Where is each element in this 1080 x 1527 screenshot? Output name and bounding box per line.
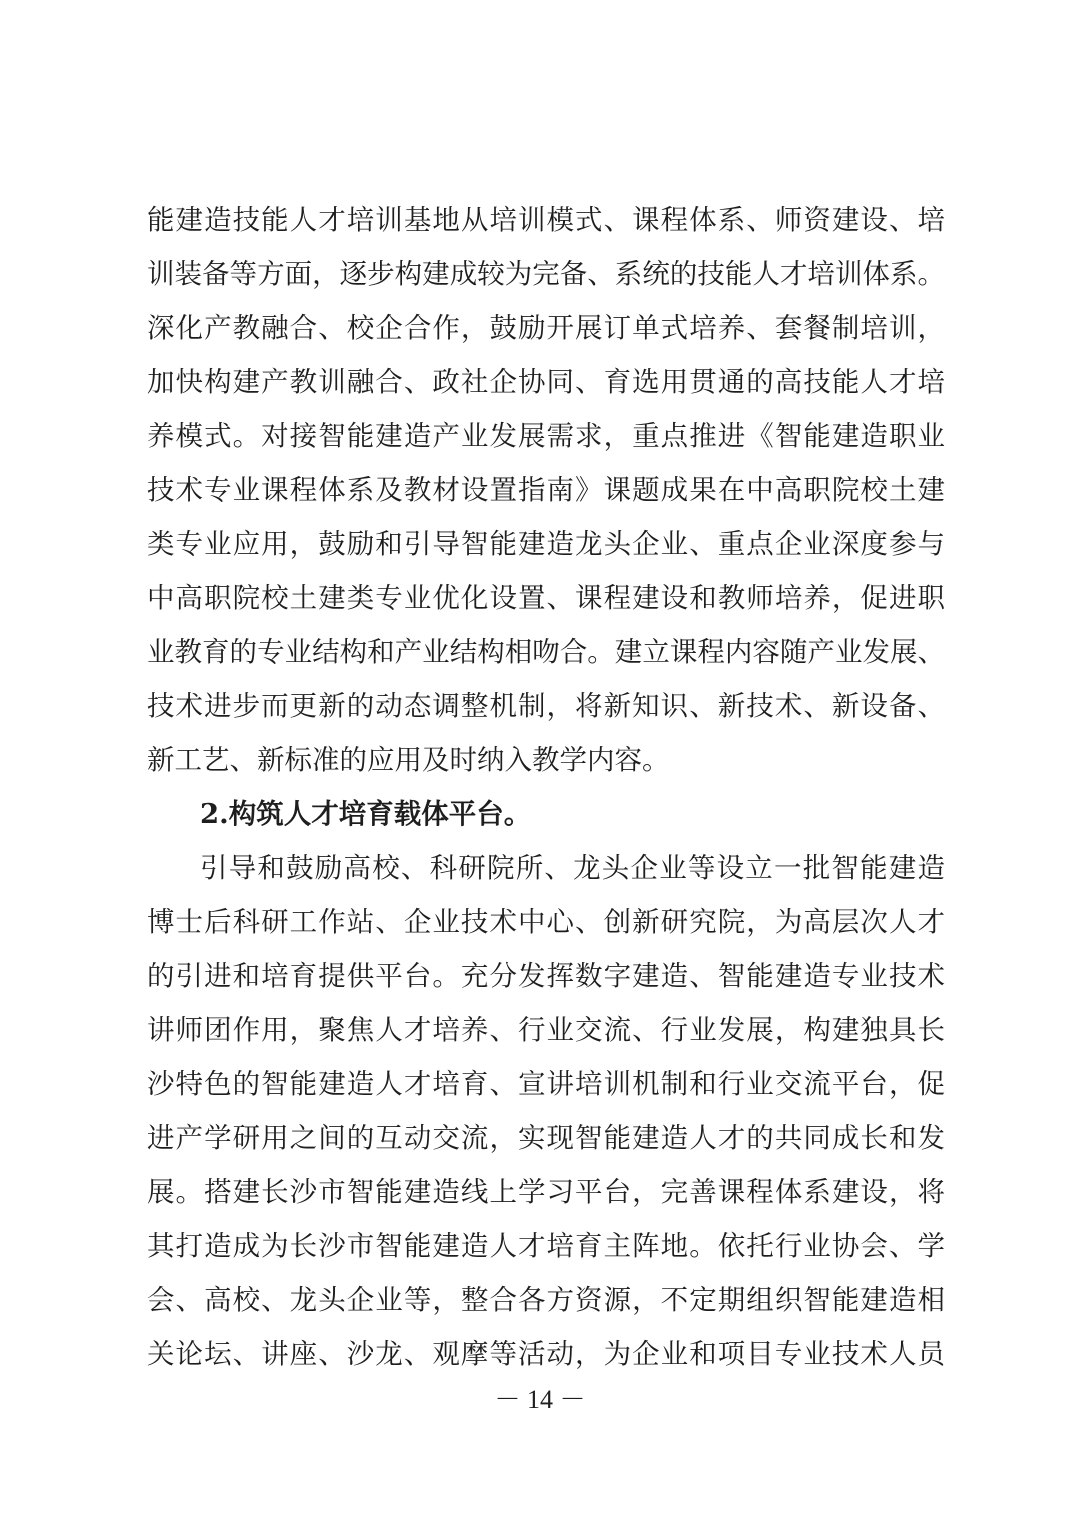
section-heading: 2.构筑人才培育载体平台。 (200, 798, 532, 830)
text-line: 关论坛、讲座、沙龙、观摩等活动，为企业和项目专业技术人员 (147, 1338, 945, 1370)
text-line: 中高职院校土建类专业优化设置、课程建设和教师培养，促进职 (147, 582, 945, 614)
text-line: 加快构建产教训融合、政社企协同、育选用贯通的高技能人才培 (147, 366, 945, 398)
text-line: 会、高校、龙头企业等，整合各方资源，不定期组织智能建造相 (147, 1284, 945, 1316)
text-line: 其打造成为长沙市智能建造人才培育主阵地。依托行业协会、学 (147, 1230, 945, 1262)
text-line: 业教育的专业结构和产业结构相吻合。建立课程内容随产业发展、 (147, 636, 945, 668)
text-line: 技术专业课程体系及教材设置指南》课题成果在中高职院校土建 (147, 474, 945, 506)
page-number: － 14 － (494, 1385, 586, 1414)
text-line: 的引进和培育提供平台。充分发挥数字建造、智能建造专业技术 (147, 960, 945, 992)
text-line: 技术进步而更新的动态调整机制，将新知识、新技术、新设备、 (147, 690, 945, 722)
text-line: 展。搭建长沙市智能建造线上学习平台，完善课程体系建设，将 (147, 1176, 945, 1208)
text-line: 类专业应用，鼓励和引导智能建造龙头企业、重点企业深度参与 (147, 528, 945, 560)
text-line: 进产学研用之间的互动交流，实现智能建造人才的共同成长和发 (147, 1122, 945, 1154)
text-line: 深化产教融合、校企合作，鼓励开展订单式培养、套餐制培训， (147, 312, 945, 344)
text-line: 沙特色的智能建造人才培育、宣讲培训机制和行业交流平台，促 (147, 1068, 945, 1100)
text-line: 训装备等方面，逐步构建成较为完备、系统的技能人才培训体系。 (147, 258, 945, 290)
text-line: 引导和鼓励高校、科研院所、龙头企业等设立一批智能建造 (200, 852, 945, 884)
text-line: 养模式。对接智能建造产业发展需求，重点推进《智能建造职业 (147, 420, 945, 452)
text-line: 新工艺、新标准的应用及时纳入教学内容。 (147, 744, 670, 776)
text-line: 能建造技能人才培训基地从培训模式、课程体系、师资建设、培 (147, 204, 945, 236)
text-line: 讲师团作用，聚焦人才培养、行业交流、行业发展，构建独具长 (147, 1014, 945, 1046)
text-line: 博士后科研工作站、企业技术中心、创新研究院，为高层次人才 (147, 906, 945, 938)
